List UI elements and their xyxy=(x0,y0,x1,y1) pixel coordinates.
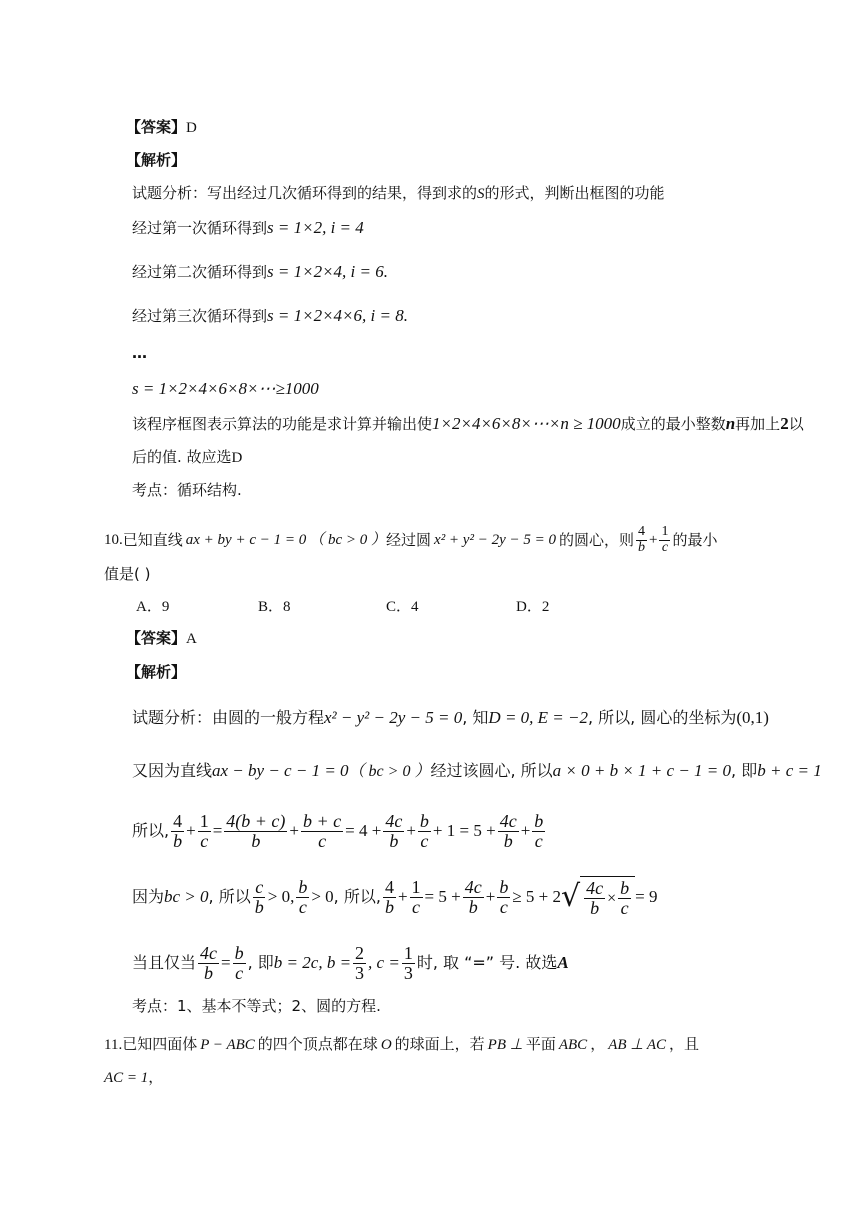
q10-circle-eq: x² + y² − 2y − 5 = 0 xyxy=(434,532,556,548)
choice-a: A．9 xyxy=(136,599,170,615)
q10-frac-1c: $\frac{1}{c}$ xyxy=(661,523,669,555)
point-2: 考点：1、基本不等式；2、圆的方程. xyxy=(132,997,381,1015)
loop-2-formula: s = 1×2×4, i = 6. xyxy=(267,262,388,281)
loop-3: 经过第三次循环得到s = 1×2×4×6, i = 8. xyxy=(132,306,408,325)
choice-b: B．8 xyxy=(258,599,291,615)
loop-1: 经过第一次循环得到s = 1×2, i = 4 xyxy=(132,218,364,237)
q10-stem-line-1: 10. 已知直线 ax + by + c − 1 = 0 （ bc > 0 ） 经过圆 x² + y² − 2y − 5 = 0 的圆心，则 $\frac{4}{b}$ + $\frac{1}{c}$ 的最小 xyxy=(104,523,718,555)
analysis-label-1: 【解析】 xyxy=(126,151,187,169)
q10-line-eq: ax + by + c − 1 = 0 xyxy=(185,532,307,548)
answer-line-2 xyxy=(126,628,197,649)
solution-step-4: 因为 bc > 0 , 所以 $\frac{c}{b}$ > 0, $\frac{b}{c}$ > 0 , 所以, $\frac{4}{b}$ + $\frac{1}{c}$ = 5 + $\frac{4c}{b}$ + $\frac{b}{c}$ ≥ 5 + 2 √ $\frac{4c}{b}$ × $\frac{b}{c}$ = 9 xyxy=(132,876,658,918)
q11-stem-line-1: 11.已知四面体 P − ABC 的四个顶点都在球 O 的球面上，若 PB ⊥ 平面 ABC ， AB ⊥ AC ，且 xyxy=(104,1035,700,1053)
choice-d: D．2 xyxy=(516,599,550,615)
q10-number: 10. xyxy=(104,532,123,548)
loop-1-formula: s = 1×2, i = 4 xyxy=(267,218,364,237)
solution-step-5: 当且仅当 $\frac{4c}{b}$ = $\frac{b}{c}$ , 即 b = 2c, b = $\frac{2}{3}$ , c = $\frac{1}{3}$ 时, 取 “=” 号. 故选 A xyxy=(132,942,569,983)
solution-step-1: 试题分析：由圆的一般方程x² − y² − 2y − 5 = 0, 知D = 0, E = −2, 所以, 圆心的坐标为(0,1) xyxy=(132,708,769,727)
loop-2: 经过第二次循环得到s = 1×2×4, i = 6. xyxy=(132,262,388,281)
answer-value: D xyxy=(186,120,197,136)
answer-value: A xyxy=(186,631,197,647)
answer-label: 【答案】 xyxy=(126,118,187,136)
conclusion-line-1: 该程序框图表示算法的功能是求计算并输出使1×2×4×6×8×⋯×n ≥ 1000成立的最小整数n再加上2以 xyxy=(132,414,804,433)
solution-step-3: 所以, $\frac{4}{b}$ + $\frac{1}{c}$ = $\frac{4(b + c)}{b}$ + $\frac{b + c}{c}$ = 4 + $\frac{4c}{b}$ + $\frac{b}{c}$ + 1 = 5 + $\frac{4c}{b}$ + $\frac{b}{c}$ xyxy=(132,810,544,851)
conclusion-formula: 1×2×4×6×8×⋯×n ≥ 1000 xyxy=(432,414,621,433)
answer-label: 【答案】 xyxy=(126,629,187,647)
analysis-lead: 试题分析：写出经过几次循环得到的结果，得到求的S的形式，判断出框图的功能 xyxy=(132,184,665,202)
conclusion-line-2: 后的值. 故应选D xyxy=(132,448,243,466)
answer-line-1 xyxy=(126,117,197,138)
q10-frac-4b: $\frac{4}{b}$ xyxy=(638,523,646,555)
loop-3-formula: s = 1×2×4×6, i = 8. xyxy=(267,306,408,325)
analysis-label-2: 【解析】 xyxy=(126,663,187,681)
ellipsis: … xyxy=(132,344,147,362)
q10-stem-line-2: 值是( ) xyxy=(104,565,151,583)
q11-number: 11. xyxy=(104,1037,123,1053)
final-formula: s = 1×2×4×6×8×⋯≥1000 xyxy=(132,379,319,398)
solution-step-2: 又因为直线ax − by − c − 1 = 0（ bc > 0 ）经过该圆心, 所以a × 0 + b × 1 + c − 1 = 0, 即b + c = 1 xyxy=(132,761,822,780)
point-1: 考点：循环结构. xyxy=(132,481,242,499)
choice-c: C．4 xyxy=(386,599,419,615)
sqrt-sign: √ $\frac{4c}{b}$ × $\frac{b}{c}$ xyxy=(561,876,635,918)
q11-stem-line-2: AC = 1， xyxy=(104,1068,164,1086)
